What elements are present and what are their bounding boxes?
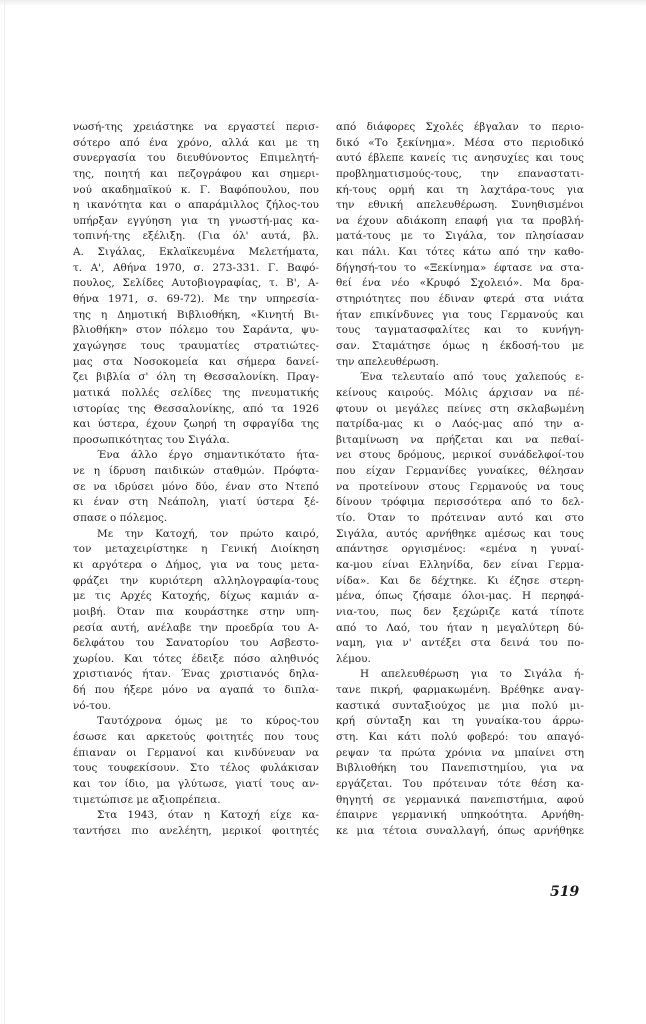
text-line: νό-του. (73, 699, 112, 712)
text-line: στη. Και κάτι πολύ φοβερό: του απαγό- (336, 730, 584, 743)
text-line: θηγητή σε γερμανικά πανεπιστήμια, αφού (336, 793, 584, 806)
text-line: δικό «Το ξεκίνημα». Μέσα στο περιοδικό (336, 136, 584, 149)
scan-left-edge (4, 0, 5, 1024)
text-line: θεί ένα νέο «Κρυφό Σχολειό». Μα δρα- (336, 277, 584, 290)
text-line: με τις Αρχές Κατοχής, δίχως καμιάν α- (73, 590, 319, 603)
text-line: δελφάτου του Σανατορίου του Ασβεστο- (73, 637, 319, 650)
text-line: έπαιρνε γερμανική υπηκοότητα. Αρνήθη- (336, 809, 584, 822)
text-line: Ένα άλλο έργο σημαντικότατο ήτα- (97, 449, 319, 462)
text-line: προσωπικότητας του Σιγάλα. (73, 433, 230, 446)
text-line: να προτείνουν στους Γερμανούς να τους (336, 480, 584, 493)
text-line: τανε πικρή, φαρμακωμένη. Βρέθηκε αναγ- (336, 684, 584, 697)
text-line: προβληματισμούς-τους, την επαναστατι- (336, 167, 584, 180)
text-line: και πάλι. Και τότες κάτω από την καθο- (336, 246, 584, 259)
text-line: υπήρξαν εγγύηση για τη γνωστή-μας κα- (73, 214, 319, 227)
text-line: νε η ίδρυση παιδικών σταθμών. Πρόφτα- (73, 465, 319, 478)
text-line: απάντησε οργισμένος: «εμένα η γυναί- (336, 543, 584, 556)
text-line: έσωσε και αρκετούς φοιτητές που τους (73, 730, 319, 743)
text-line: εργάζεται. Του πρότειναν τότε θέση κα- (336, 777, 584, 790)
text-line: συνεργασία του διευθύνοντος Επιμελητή- (73, 152, 319, 165)
text-line: σπασε ο πόλεμος. (73, 512, 168, 525)
text-line: και ύστερα, έχουν ζωηρή τη σφραγίδα της (73, 418, 319, 431)
text-line: έπιαναν οι Γερμανοί και κινδύνευαν να (73, 746, 319, 759)
text-line: τον μεταχειρίστηκε η Γενική Διοίκηση (73, 543, 319, 556)
text-line: της η Δημοτική Βιβλιοθήκη, «Κινητή Βι- (73, 308, 319, 321)
text-line: Με την Κατοχή, τον πρώτο καιρό, (97, 527, 319, 540)
text-line: νωσή-της χρειάστηκε να εργαστεί περισ- (73, 121, 319, 133)
text-line: από το Λαό, του ήταν η μεγαλύτερη δύ- (336, 621, 584, 634)
text-line: σότερο από ένα χρόνο, αλλά και με τη (73, 136, 319, 149)
text-line: καστικά συνταξιούχος με μια πολύ μι- (336, 699, 584, 712)
right-text-column (336, 120, 584, 839)
text-line: κι έναν στη Νεάπολη, γιατί ύστερα ξέ- (73, 496, 319, 509)
text-line: που είχαν Γερμανίδες γυναίκες, θέλησαν (336, 465, 584, 478)
text-line: ρεψαν τα πρώτα χρόνια να μπαίνει στη (336, 746, 584, 759)
text-line: κε μια τέτοια συναλλαγή, όπως αρνήθηκε (336, 824, 584, 837)
text-line: φράζει την κυριότερη αλληλογραφία-τους (73, 574, 319, 587)
text-line: της, ποιητή και πεζογράφου και σημερι- (73, 167, 319, 180)
text-line: ιστορίας της Θεσσαλονίκης, από τα 1926 (73, 402, 319, 415)
text-line: ρεσία αυτή, ανέλαβε την προεδρία του Α- (73, 621, 319, 634)
text-line: αυτό έβλεπε κανείς τις ανησυχίες και τους (336, 152, 584, 165)
text-line: χριστιανός ήταν. Ένας χριστιανός δηλα- (73, 668, 319, 681)
text-line: νια-του, πως δεν ξεχώριζε κατά τίποτε (336, 605, 584, 618)
page-number: 519 (550, 884, 580, 900)
text-line: τους ταγματασφαλίτες και το κυνήγη- (336, 324, 584, 337)
text-line: Α. Σιγάλας, Εκλαϊκευμένα Μελετήματα, (73, 246, 319, 259)
text-line: πατρίδα-μας κι ο Λαός-μας από την α- (336, 418, 584, 431)
text-line: δίνουν τρόφιμα περισσότερα από το δελ- (336, 496, 584, 509)
text-line: ματικά πολλές σελίδες της πνευματικής (73, 386, 319, 399)
text-line: χαγώγησε τους τραυματίες στρατιώτες- (73, 339, 319, 352)
text-line: πουλος, Σελίδες Αυτοβιογραφίας, τ. Β', Α- (73, 277, 319, 290)
text-line: ναμη, για ν' αντέξει στα δεινά του πο- (336, 637, 584, 650)
text-line: δήγησή-του το «Ξεκίνημα» έφτασε να στα- (336, 261, 584, 274)
text-line: δή που ήξερε μόνο να αγαπά το διπλα- (73, 684, 319, 697)
text-line: ζει βιβλία σ' όλη τη Θεσσαλονίκη. Πραγ- (73, 371, 319, 384)
text-line: φτουν οι μεγάλες πείνες στη σκλαβωμένη (336, 402, 584, 415)
text-line: νίδα». Και δε δέχτηκε. Κι έζησε στερη- (336, 574, 584, 587)
text-line: Βιβλιοθήκη του Πανεπιστημίου, για να (336, 762, 584, 775)
text-line: Η απελευθέρωση για το Σιγάλα ή- (360, 668, 584, 681)
text-line: μας στα Νοσοκομεία και σήμερα δανεί- (73, 355, 319, 368)
text-line: μένα, όπως ζήσαμε όλοι-μας. Η περηφά- (336, 590, 584, 603)
text-line: ματά-τους με το Σιγάλα, τον πλησίασαν (336, 230, 584, 243)
scan-top-edge (0, 0, 646, 6)
text-line: να έχουν αδιάκοπη επαφή για τα προβλή- (336, 214, 584, 227)
text-line: σαν. Σταμάτησε όμως η έκδοσή-του με (336, 339, 584, 352)
text-line: και τον ίδιο, μα γλύτωσε, γιατί τους αν- (73, 777, 319, 790)
text-line: σε να ιδρύσει μόνο δύο, έναν στο Ντεπό (73, 480, 319, 493)
text-line: τίο. Όταν το πρότειναν αυτό και στο (336, 512, 584, 525)
text-line: τιμετώπισε με αξιοπρέπεια. (73, 793, 221, 806)
text-line: κή-τους ορμή και τη λαχτάρα-τους για (336, 183, 584, 196)
text-line: η ικανότητα και ο απαράμιλλος ζήλος-του (73, 199, 319, 212)
text-line: στηριότητες που έδιναν φτερά στα νιάτα (336, 293, 584, 306)
text-line: κείνους καιρούς. Μόλις άρχισαν να πέ- (336, 386, 584, 399)
text-line: θήνα 1971, σ. 69-72). Με την υπηρεσία- (73, 293, 319, 306)
text-line: νού ακαδημαϊκού κ. Γ. Βαφόπουλου, που (73, 183, 319, 196)
text-line: νει στους δρόμους, μερικοί συνάδελφοί-του (336, 449, 584, 462)
text-line: από διάφορες Σχολές έβγαλαν το περιο- (336, 121, 584, 133)
text-line: Ταυτόχρονα όμως με το κύρος-του (97, 715, 319, 728)
text-line: λέμου. (336, 652, 371, 665)
left-text-column (73, 120, 319, 839)
text-line: ήταν επικίνδυνες για τους Γερμανούς και (336, 308, 584, 321)
text-line: Στα 1943, όταν η Κατοχή είχε κα- (97, 809, 319, 822)
text-line: τους τουφεκίσουν. Στο τέλος φυλάκισαν (73, 762, 319, 775)
text-line: βλιοθήκη» στον πόλεμο του Σαράντα, ψυ- (73, 324, 319, 337)
text-line: Σιγάλα, αυτός αρνήθηκε αμέσως και τους (336, 527, 584, 540)
text-line: τ. Α', Αθήνα 1970, σ. 273-331. Γ. Βαφό- (73, 261, 319, 274)
text-line: την εθνική απελευθέρωση. Συνηθισμένοι (336, 199, 584, 212)
text-line: ταντήσει πιο ανελέητη, μερικοί φοιτητές (73, 824, 319, 837)
text-line: κι αργότερα ο Δήμος, για να τους μετα- (73, 558, 319, 571)
text-line: Ένα τελευταίο από τους χαλεπούς ε- (360, 371, 584, 384)
text-line: μοιβή. Όταν πια κουράστηκε στην υπη- (73, 605, 319, 618)
text-line: κα-μου είναι Ελληνίδα, δεν είναι Γερμα- (336, 558, 584, 571)
text-line: την απελευθέρωση. (336, 355, 439, 368)
text-line: κρή σύνταξη και τη γυναίκα-του άρρω- (336, 715, 584, 728)
text-line: χωρίου. Και τότες έδειξε πόσο αληθινός (73, 652, 319, 665)
text-line: βιταμίνωση να πρήζεται και να πεθαί- (336, 433, 584, 446)
text-line: τοπινή-της εξέλιξη. (Για όλ' αυτά, βλ. (73, 230, 319, 243)
